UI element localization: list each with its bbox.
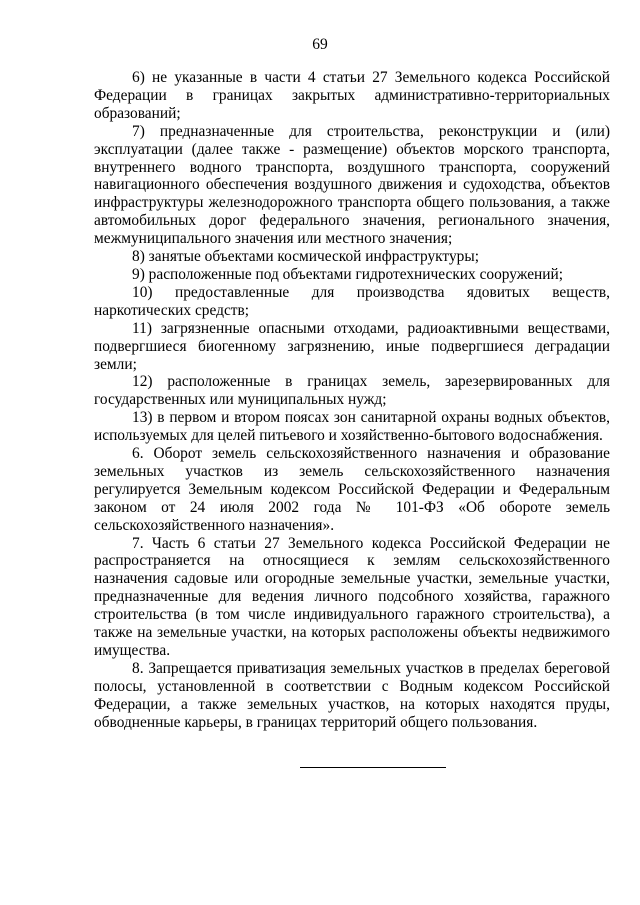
list-item-9: 9) расположенные под объектами гидротехнических сооружений; <box>132 265 564 283</box>
page-number: 69 <box>312 36 328 53</box>
list-item-13: 13) в первом и втором поясах зон санитарной охраны водных объектов, используемых для целей питьевого и хозяйственно-бытового водоснабжения. <box>94 409 610 445</box>
end-divider-line <box>300 767 446 768</box>
list-item-11: 11) загрязненные опасными отходами, радиоактивными веществами, подвергшиеся биогенному загрязнению, иные подвергшиеся деградации земли; <box>94 319 610 373</box>
list-item-12: 12) расположенные в границах земель, зарезервированных для государственных или муниципальных нужд; <box>94 373 610 409</box>
list-item-6: 6) не указанные в части 4 статьи 27 Земельного кодекса Российской Федерации в границах закрытых административно-территориальных образований; <box>94 69 610 122</box>
document-body <box>94 69 610 732</box>
section-paragraph-6: 6. Оборот земель сельскохозяйственного назначения и образование земельных участков из земель сельскохозяйственного назначения регулируется Земельным кодексом Российской Федерации и Федеральным законом от 24 июля 2002 года № 101-ФЗ «Об обороте земель сельскохозяйственного назначения». <box>94 445 610 534</box>
section-paragraph-8: 8. Запрещается приватизация земельных участков в пределах береговой полосы, установленной в соответствии с Водным кодексом Российской Федерации, а также земельных участков, на которых находятся пруды, обводненные карьеры, в границах территорий общего пользования. <box>94 659 610 731</box>
list-item-10: 10) предоставленные для производства ядовитых веществ, наркотических средств; <box>94 283 610 319</box>
list-item-7: 7) предназначенные для строительства, реконструкции и (или) эксплуатации (далее также - размещение) объектов морского транспорта, внутреннего водного транспорта, воздушного транспорта, сооружений навигационного обеспечения воздушного движения и судоходства, объектов инфраструктуры железнодорожного транспорта общего пользования, а также автомобильных дорог федерального значения, регионального значения, межмуниципального значения или местного значения; <box>94 122 610 248</box>
section-paragraph-7: 7. Часть 6 статьи 27 Земельного кодекса Российской Федерации не распространяется на относящиеся к землям сельскохозяйственного назначения садовые или огородные земельные участки, земельные участки, предназначенные для ведения личного подсобного хозяйства, гаражного строительства (в том числе индивидуального гаражного строительства), а также на земельные участки, на которых расположены объекты недвижимого имущества. <box>94 534 610 659</box>
list-item-8: 8) занятые объектами космической инфраструктуры; <box>132 248 479 266</box>
